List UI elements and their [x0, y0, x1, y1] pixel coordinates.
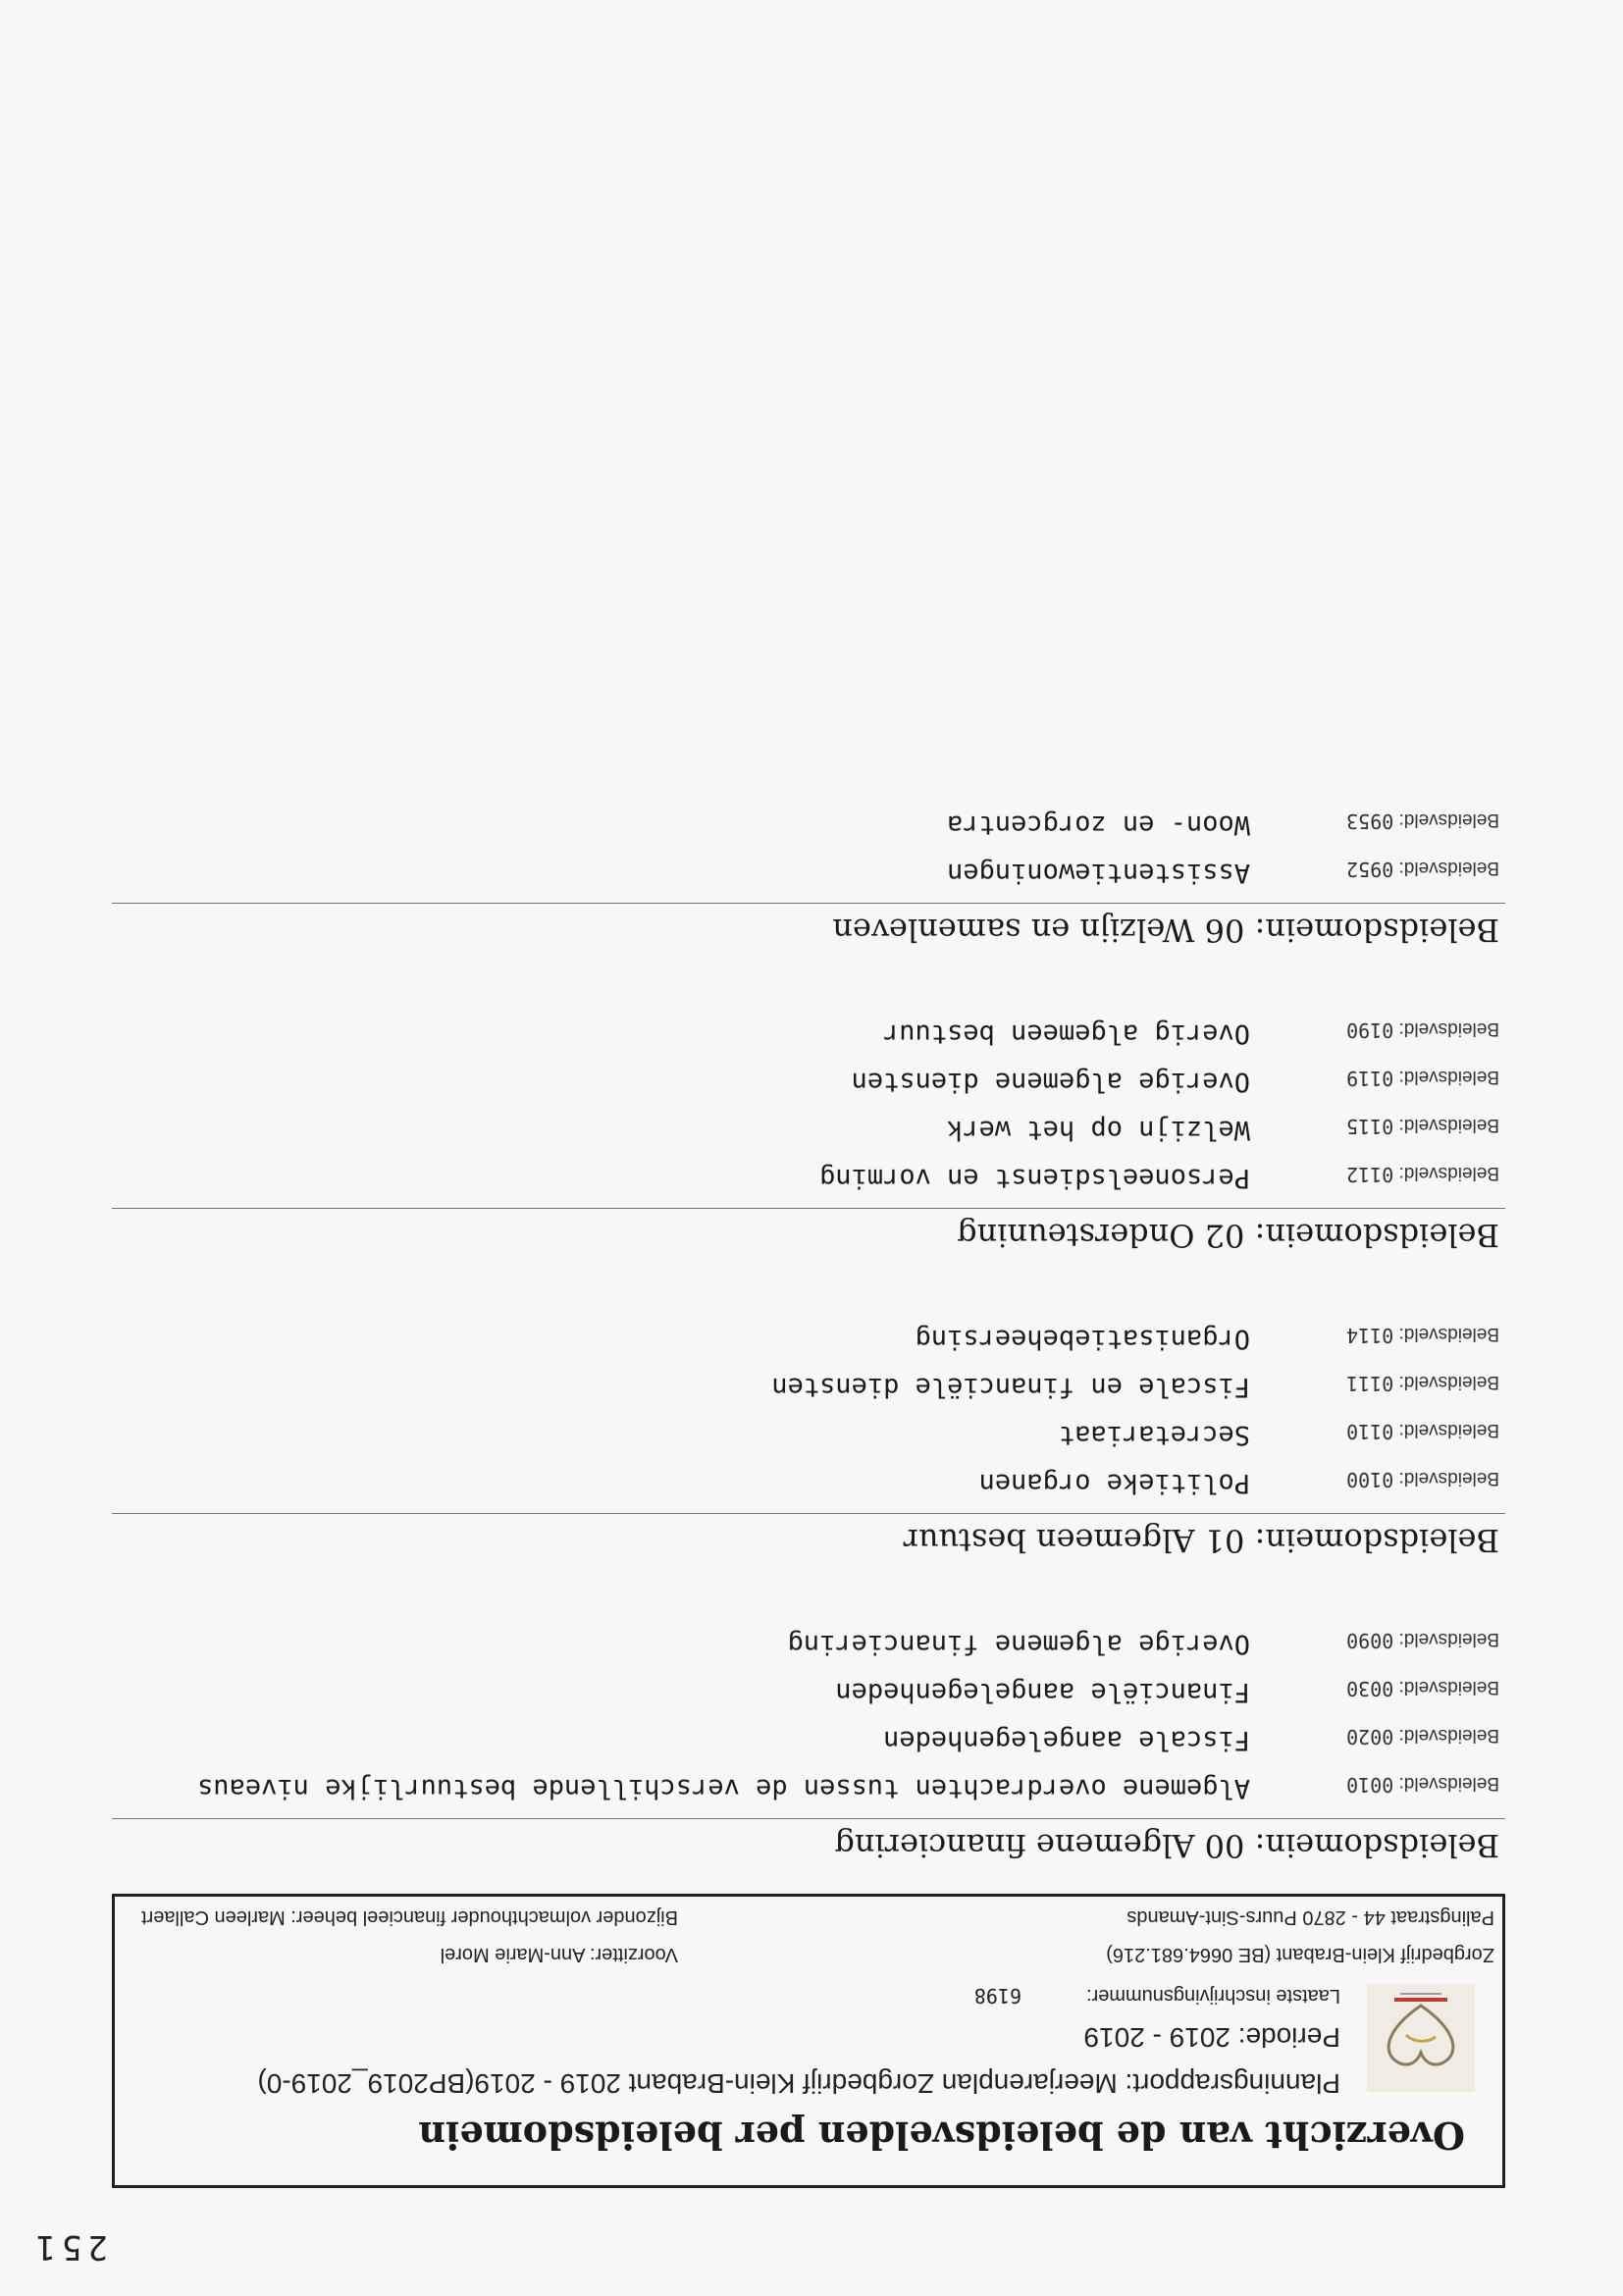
report-line: Planningsrapport: Meerjarenplan Zorgbedrijf Klein-Brabant 2019 - 2019(BP2019_2019-0) [257, 2068, 1340, 2099]
field-code: 0100 [1346, 1468, 1394, 1491]
field-prefix: Beleidsveld: 0119 [1346, 1067, 1499, 1090]
divider [112, 1208, 1505, 1209]
policy-field-row [112, 1674, 1505, 1722]
field-name: Personeelsdienst en vorming [819, 1163, 1250, 1193]
field-prefix: Beleidsveld: 0100 [1346, 1468, 1499, 1491]
field-name: Overige algemene diensten [851, 1067, 1250, 1097]
organisation-name: Zorgbedrijf Klein-Brabant (BE 0664.681.216) [1106, 1944, 1494, 1965]
field-prefix: Beleidsveld: 0112 [1346, 1163, 1499, 1186]
field-name: Assistentiewoningen [947, 858, 1250, 888]
divider [112, 1513, 1505, 1514]
policy-field-row [112, 1321, 1505, 1369]
field-prefix: Beleidsveld: 0190 [1346, 1018, 1499, 1042]
registration-label: Laatste inschrijvingsnummer: [1086, 1985, 1340, 2007]
field-prefix: Beleidsveld: 0090 [1346, 1629, 1499, 1652]
divider [112, 1818, 1505, 1819]
field-name: Welzijn op het werk [947, 1115, 1250, 1145]
domain-header: Beleidsdomein: 01 Algemeen bestuur [903, 1522, 1499, 1559]
field-prefix: Beleidsveld: 0114 [1346, 1324, 1499, 1347]
divider [112, 903, 1505, 904]
page-number: 251 [29, 2227, 108, 2267]
report-header-box [112, 1894, 1505, 2188]
policy-field-row [112, 1112, 1505, 1160]
policy-field-row [112, 807, 1505, 855]
period-line: Periode: 2019 - 2019 [1083, 2022, 1340, 2053]
domain-header: Beleidsdomein: 00 Algemene financiering [834, 1827, 1499, 1864]
domain-header: Beleidsdomein: 02 Ondersteuning [957, 1217, 1499, 1254]
financial-proxy: Bijzonder volmachthouder financieel beheer: Marleen Callaert [141, 1906, 678, 1928]
field-name: Organisatiebeheersing [915, 1324, 1250, 1354]
field-code: 0010 [1346, 1773, 1394, 1797]
report-title: Overzicht van de beleidsvelden per beleidsdomein [418, 2113, 1465, 2158]
field-code: 0952 [1346, 858, 1394, 881]
field-prefix: Beleidsveld: 0953 [1346, 809, 1499, 833]
field-prefix: Beleidsveld: 0020 [1346, 1725, 1499, 1748]
heart-logo-icon [1367, 1984, 1475, 2092]
policy-domain-06 [112, 807, 1505, 949]
field-name: Overig algemeen bestuur [883, 1018, 1250, 1049]
policy-field-row [112, 1417, 1505, 1465]
field-prefix: Beleidsveld: 0030 [1346, 1677, 1499, 1700]
field-code: 0953 [1346, 809, 1394, 833]
policy-domain-02 [112, 1016, 1505, 1254]
policy-domain-00 [112, 1626, 1505, 1864]
field-code: 0030 [1346, 1677, 1394, 1700]
field-name: Woon- en zorgcentra [947, 809, 1250, 840]
policy-field-row [112, 1626, 1505, 1674]
field-code: 0115 [1346, 1115, 1394, 1138]
field-prefix: Beleidsveld: 0110 [1346, 1420, 1499, 1443]
domain-header: Beleidsdomein: 06 Welzijn en samenleven [832, 912, 1499, 949]
field-code: 0090 [1346, 1629, 1394, 1652]
policy-field-row [112, 1770, 1505, 1818]
field-prefix: Beleidsveld: 0952 [1346, 858, 1499, 881]
policy-field-row [112, 1064, 1505, 1112]
field-code: 0110 [1346, 1420, 1394, 1443]
field-name: Politieke organen [978, 1468, 1250, 1498]
field-code: 0114 [1346, 1324, 1394, 1347]
policy-field-row [112, 1160, 1505, 1208]
field-name: Financiële aangelegenheden [835, 1677, 1250, 1707]
field-prefix: Beleidsveld: 0115 [1346, 1115, 1499, 1138]
field-code: 0111 [1346, 1372, 1394, 1395]
field-prefix: Beleidsveld: 0010 [1346, 1773, 1499, 1797]
field-code: 0119 [1346, 1067, 1394, 1090]
chair-name: Voorzitter: Ann-Marie Morel [440, 1944, 678, 1965]
policy-field-row [112, 1016, 1505, 1064]
policy-field-row [112, 1465, 1505, 1513]
policy-field-row [112, 1369, 1505, 1417]
field-code: 0112 [1346, 1163, 1394, 1186]
field-prefix: Beleidsveld: 0111 [1346, 1372, 1499, 1395]
organisation-address: Palingstraat 44 - 2870 Puurs-Sint-Amands [1126, 1906, 1494, 1928]
policy-field-row [112, 1722, 1505, 1770]
field-name: Overige algemene financiering [787, 1629, 1250, 1659]
policy-field-row [112, 855, 1505, 903]
field-name: Secretariaat [1058, 1420, 1250, 1450]
field-code: 0020 [1346, 1725, 1394, 1748]
policy-domain-01 [112, 1321, 1505, 1559]
zorgbedrijf-logo-icon [1367, 1984, 1475, 2092]
field-code: 0190 [1346, 1018, 1394, 1042]
field-name: Fiscale en financiële diensten [771, 1372, 1250, 1402]
field-name: Algemene overdrachten tussen de verschillende bestuurlijke niveaus [197, 1773, 1250, 1803]
registration-number: 6198 [973, 1984, 1021, 2008]
field-name: Fiscale aangelegenheden [883, 1725, 1250, 1755]
